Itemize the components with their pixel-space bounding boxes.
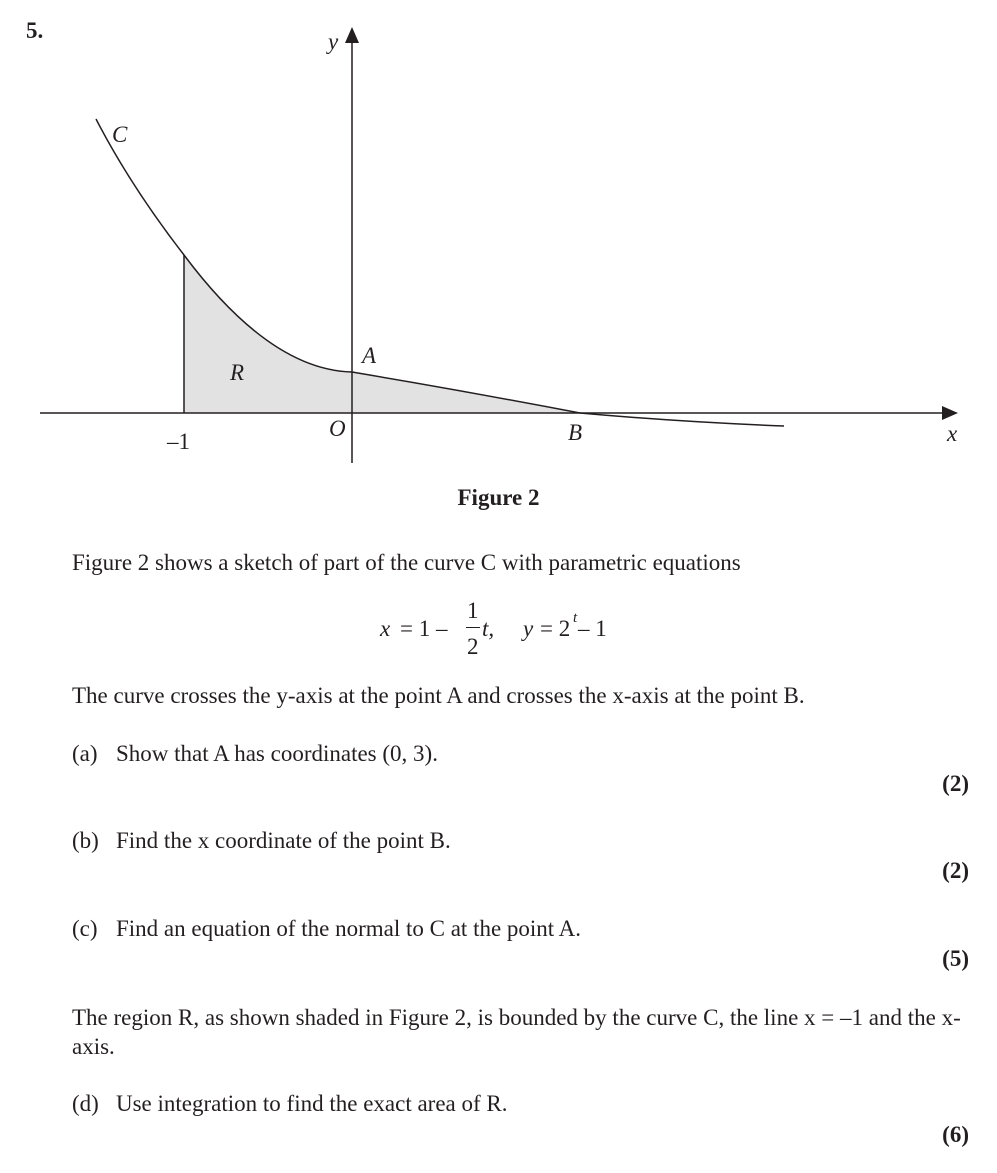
part-c-label: (c) xyxy=(72,916,98,941)
part-b-text: Find the x coordinate of the point B. xyxy=(116,828,451,853)
origin-label: O xyxy=(329,416,346,441)
eq-y-rhs-b: – 1 xyxy=(578,616,607,641)
part-a xyxy=(72,741,438,767)
eq-x-lhs: x xyxy=(380,616,391,641)
eq-y-lhs: y xyxy=(523,616,534,641)
eq-x-rhs: = 1 – xyxy=(400,616,448,641)
curve-label: C xyxy=(112,122,128,147)
intro-text: Figure 2 shows a sketch of part of the curve C with parametric equations xyxy=(72,550,741,575)
figure-caption: Figure 2 xyxy=(457,485,540,510)
part-b xyxy=(72,828,451,854)
point-a-label: A xyxy=(362,343,377,368)
part-d-text: Use integration to find the exact area of R. xyxy=(116,1091,508,1116)
region-label: R xyxy=(230,360,245,385)
x-axis-label: x xyxy=(947,421,958,446)
eq-y-rhs-a: = 2 xyxy=(540,616,571,641)
point-b-label: B xyxy=(568,420,583,445)
fraction-bar xyxy=(466,627,480,628)
part-d-label: (d) xyxy=(72,1091,99,1116)
crossing-text: The curve crosses the y-axis at the point A and crosses the x-axis at the point B. xyxy=(72,683,805,708)
eq-frac-denominator: 2 xyxy=(467,634,479,659)
y-axis-label: y xyxy=(328,29,339,54)
part-c-marks: (5) xyxy=(942,946,969,971)
x-axis-arrow-icon xyxy=(942,406,958,420)
question-number: 5. xyxy=(26,18,44,43)
part-d xyxy=(72,1091,508,1117)
eq-t-comma: t, xyxy=(482,616,495,641)
region-text: The region R, as shown shaded in Figure 2, is bounded by the curve C, the line x = –1 and the x-axis. xyxy=(72,1005,961,1059)
part-a-text: Show that A has coordinates (0, 3). xyxy=(116,741,438,766)
figure-2-sketch xyxy=(0,0,997,480)
part-a-label: (a) xyxy=(72,741,98,766)
part-c xyxy=(72,916,581,942)
eq-frac-numerator: 1 xyxy=(467,598,479,623)
part-b-label: (b) xyxy=(72,828,99,853)
y-axis-arrow-icon xyxy=(345,27,359,43)
part-d-marks: (6) xyxy=(942,1122,969,1147)
shaded-region-r xyxy=(184,255,580,413)
part-c-text: Find an equation of the normal to C at the point A. xyxy=(116,916,582,941)
part-b-marks: (2) xyxy=(942,858,969,883)
eq-y-exponent: t xyxy=(573,610,578,626)
part-a-marks: (2) xyxy=(942,771,969,796)
x-tick-label: –1 xyxy=(167,429,190,454)
